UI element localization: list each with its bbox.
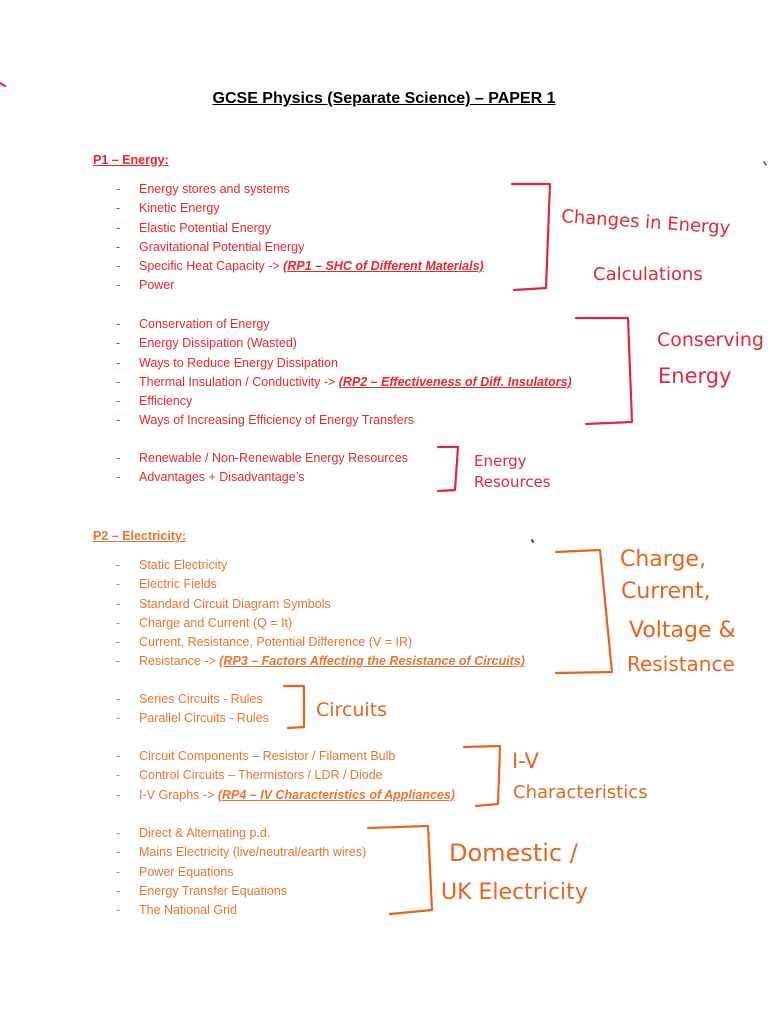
list-item-text: Energy Transfer Equations [139, 883, 287, 898]
bullet-dash: - [116, 470, 121, 485]
bracket-domestic [368, 826, 432, 914]
list-item-text: Gravitational Potential Energy [139, 239, 305, 254]
bullet-dash: - [116, 317, 121, 331]
annotation-current: Current, [621, 579, 711, 604]
list-item-text: Standard Circuit Diagram Symbols [139, 596, 331, 611]
annotation-energy: Energy [658, 364, 732, 388]
list-item-text: Specific Heat Capacity -> [139, 259, 280, 274]
p1-heading: P1 – Energy: [93, 153, 169, 167]
list-item-text: Elastic Potential Energy [139, 220, 272, 235]
bracket-iv [464, 746, 500, 806]
bullet-dash: - [116, 201, 121, 216]
bullet-dash: - [116, 826, 121, 840]
annotation-domestic: Domestic / [449, 839, 578, 867]
list-item-text: Mains Electricity (live/neutral/earth wires) [139, 845, 367, 860]
list-item-text: Series Circuits - Rules [139, 692, 263, 706]
p2-heading: P2 – Electricity: [93, 529, 187, 543]
list-item-text: Ways to Reduce Energy Dissipation [139, 355, 338, 370]
bullet-dash: - [116, 336, 121, 351]
list-item-text: Conservation of Energy [139, 317, 270, 331]
list-item-text: Renewable / Non-Renewable Energy Resources [139, 451, 408, 465]
list-item-text: I-V Graphs -> [139, 787, 215, 802]
annotation-voltage: Voltage & [629, 618, 736, 643]
required-practical-link: (RP1 – SHC of Different Materials) [283, 259, 484, 274]
bullet-dash: - [116, 355, 121, 370]
bullet-dash: - [116, 864, 121, 879]
annotation-calculations: Calculations [593, 264, 703, 285]
bullet-dash: - [116, 394, 121, 409]
bullet-dash: - [116, 749, 121, 763]
list-item-text: Control Circuits – Thermistors / LDR / Diode [139, 768, 383, 783]
bullet-dash: - [116, 711, 121, 726]
list-item-text: Electric Fields [139, 577, 217, 592]
bullet-dash: - [116, 845, 121, 860]
bullet-dash: - [116, 596, 121, 611]
bullet-dash: - [116, 413, 121, 428]
list-item-text: Energy stores and systems [139, 182, 290, 196]
bullet-dash: - [116, 787, 121, 802]
bracket-circuits [284, 686, 304, 728]
bullet-dash: - [116, 903, 121, 918]
bullet-dash: - [116, 883, 121, 898]
bullet-dash: - [116, 220, 121, 235]
bracket-charge-current [556, 550, 612, 673]
list-item-text: Advantages + Disadvantage’s [139, 470, 305, 485]
corner-mark-left [0, 83, 5, 86]
bullet-dash: - [116, 374, 121, 389]
annotation-uk-electricity: UK Electricity [441, 880, 588, 905]
annotation-resistance: Resistance [627, 652, 735, 676]
list-item-text: Resistance -> [139, 654, 216, 669]
corner-mark-right [764, 162, 766, 165]
bullet-dash: - [116, 558, 121, 572]
list-item-text: Charge and Current (Q = It) [139, 615, 293, 630]
bullet-dash: - [116, 654, 121, 669]
bracket-energy-resources [438, 447, 458, 491]
list-item-text: The National Grid [139, 903, 237, 918]
annotation-charge: Charge, [620, 547, 706, 572]
bullet-dash: - [116, 182, 121, 196]
page-title: GCSE Physics (Separate Science) – PAPER 1 [212, 90, 556, 107]
list-item-text: Current, Resistance, Potential Difference (V = IR) [139, 635, 413, 650]
bracket-conserving-energy [576, 318, 632, 424]
bracket-changes-in-energy [512, 184, 550, 290]
list-item-text: Ways of Increasing Efficiency of Energy Transfers [139, 413, 415, 428]
bullet-dash: - [116, 451, 121, 465]
annotation-energy-resources-1: Energy [474, 452, 527, 470]
annotation-circuits: Circuits [316, 699, 388, 721]
annotation-energy-resources-2: Resources [474, 473, 551, 491]
annotation-conserving: Conserving [657, 329, 764, 351]
stray-dot [532, 540, 533, 542]
bullet-dash: - [116, 692, 121, 706]
bullet-dash: - [116, 577, 121, 592]
bullet-dash: - [116, 278, 121, 293]
list-item-text: Energy Dissipation (Wasted) [139, 336, 297, 351]
list-item-text: Power [139, 278, 175, 293]
list-item-text: Circuit Components – Resistor / Filament Bulb [139, 749, 396, 763]
bullet-dash: - [116, 635, 121, 650]
list-item-text: Efficiency [139, 394, 193, 409]
annotation-iv: I-V [512, 749, 539, 773]
list-item-text: Static Electricity [139, 558, 228, 572]
bullet-dash: - [116, 239, 121, 254]
annotation-characteristics: Characteristics [513, 782, 648, 803]
list-item-text: Thermal Insulation / Conductivity -> [139, 374, 336, 389]
annotation-changes-in-energy: Changes in Energy [560, 206, 731, 239]
list-item-text: Direct & Alternating p.d. [139, 826, 271, 840]
bullet-dash: - [116, 615, 121, 630]
bullet-dash: - [116, 768, 121, 783]
list-item-text: Kinetic Energy [139, 201, 220, 216]
required-practical-link: (RP2 – Effectiveness of Diff. Insulators) [338, 374, 572, 389]
required-practical-link: (RP3 – Factors Affecting the Resistance of Circuits) [219, 654, 525, 669]
list-item-text: Parallel Circuits - Rules [139, 711, 269, 726]
bullet-dash: - [116, 259, 121, 274]
list-item-text: Power Equations [139, 864, 234, 879]
required-practical-link: (RP4 – IV Characteristics of Appliances) [217, 787, 455, 802]
